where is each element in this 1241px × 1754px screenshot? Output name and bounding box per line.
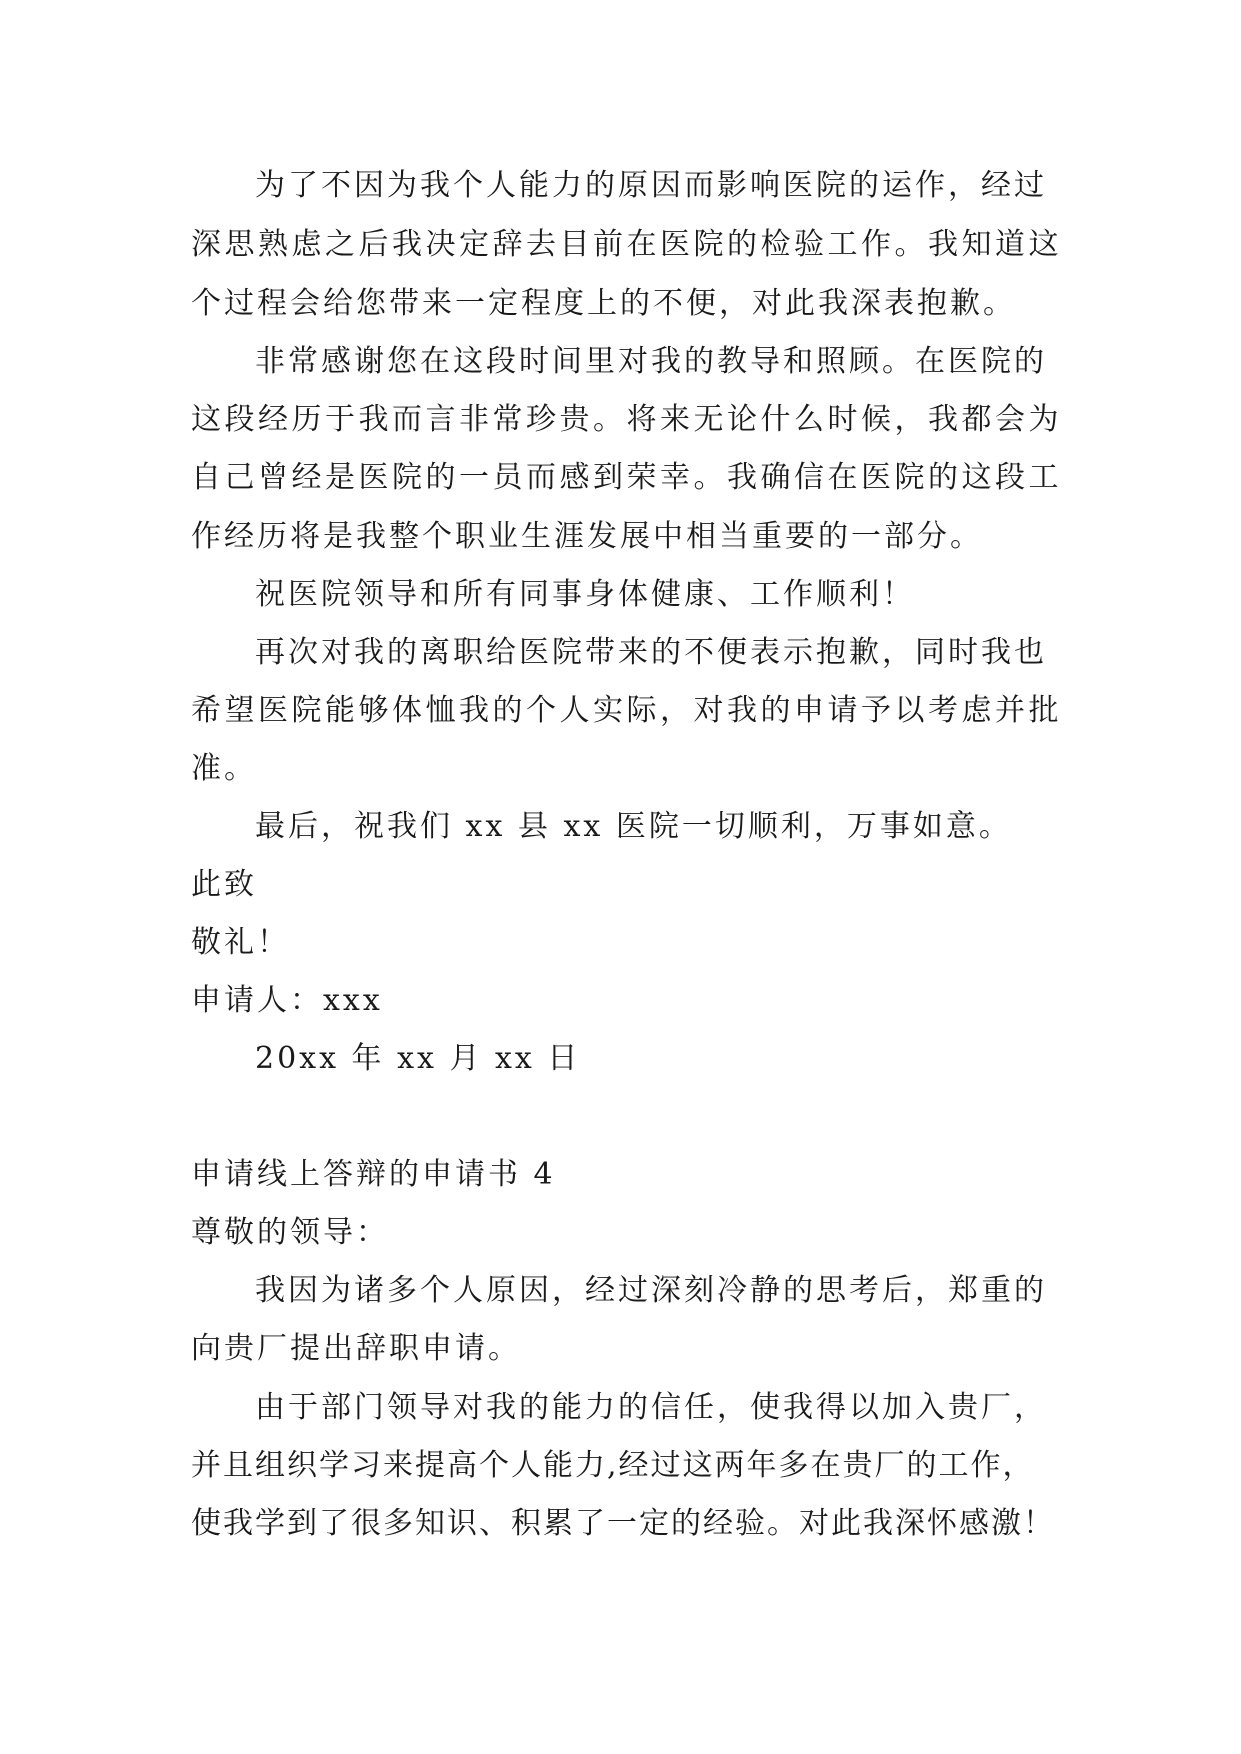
paragraph-line: 祝医院领导和所有同事身体健康、工作顺利！ — [255, 577, 915, 612]
paragraph-line: 作经历将是我整个职业生涯发展中相当重要的一部分。 — [191, 519, 983, 554]
date-line: 20xx 年 xx 月 xx 日 — [255, 1041, 581, 1076]
paragraph-line: 希望医院能够体恤我的个人实际，对我的申请予以考虑并批 — [191, 693, 1062, 728]
paragraph-line: 由于部门领导对我的能力的信任，使我得以加入贵厂， — [255, 1390, 1047, 1425]
paragraph-line: 向贵厂提出辞职申请。 — [191, 1331, 521, 1366]
paragraph-line: 自己曾经是医院的一员而感到荣幸。我确信在医院的这段工 — [191, 460, 1062, 495]
paragraph-line: 准。 — [191, 751, 257, 786]
paragraph-line: 并且组织学习来提高个人能力,经过这两年多在贵厂的工作， — [191, 1448, 1035, 1483]
closing-line: 敬礼！ — [191, 925, 290, 960]
section-title: 申请线上答辩的申请书 4 — [191, 1157, 556, 1192]
applicant-line: 申请人：xxx — [191, 983, 383, 1018]
paragraph-line: 再次对我的离职给医院带来的不便表示抱歉，同时我也 — [255, 635, 1047, 670]
salutation: 尊敬的领导： — [191, 1215, 389, 1250]
paragraph-line: 我因为诸多个人原因，经过深刻冷静的思考后，郑重的 — [255, 1273, 1047, 1308]
closing-line: 此致 — [191, 867, 257, 902]
paragraph-line: 使我学到了很多知识、积累了一定的经验。对此我深怀感激！ — [191, 1506, 1055, 1541]
paragraph-line: 这段经历于我而言非常珍贵。将来无论什么时候，我都会为 — [191, 402, 1062, 437]
paragraph-line: 个过程会给您带来一定程度上的不便，对此我深表抱歉。 — [191, 286, 1016, 321]
paragraph-line: 为了不因为我个人能力的原因而影响医院的运作，经过 — [255, 168, 1047, 203]
paragraph-line: 非常感谢您在这段时间里对我的教导和照顾。在医院的 — [255, 344, 1047, 379]
paragraph-line: 深思熟虑之后我决定辞去目前在医院的检验工作。我知道这 — [191, 227, 1062, 262]
paragraph-line: 最后，祝我们 xx 县 xx 医院一切顺利，万事如意。 — [255, 809, 1012, 844]
